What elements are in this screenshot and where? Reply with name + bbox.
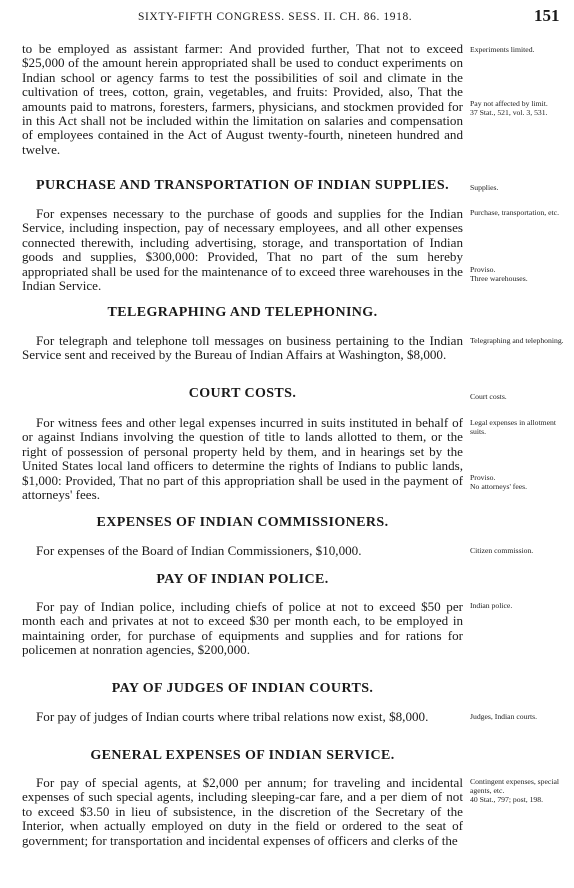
section-heading-court-costs: COURT COSTS. <box>188 386 297 401</box>
margin-note-line: Proviso. <box>470 265 496 274</box>
margin-note-proviso-warehouses <box>470 265 566 283</box>
margin-note-line: 37 Stat., 521, vol. 3, 531. <box>470 108 548 117</box>
section-heading-supplies: PURCHASE AND TRANSPORTATION OF INDIAN SUPPLIES. <box>36 178 449 193</box>
margin-note-line: Pay not affected by limit. <box>470 99 548 108</box>
margin-note-pay-limit <box>470 99 566 117</box>
margin-note-supplies <box>470 183 566 192</box>
section-heading-telegraphing: TELEGRAPHING AND TELEPHONING. <box>107 305 378 320</box>
paragraph-telegraphing: For telegraph and telephone toll messages on business pertaining to the Indian Service sent and received by the Bureau of Indian Affairs at Washington, $8,000. <box>22 333 463 363</box>
section-heading-police: PAY OF INDIAN POLICE. <box>156 572 329 587</box>
margin-note-line: No attorneys' fees. <box>470 482 528 491</box>
margin-note-judges <box>470 712 566 721</box>
margin-note-line: 40 Stat., 797; post, 198. <box>470 795 544 804</box>
margin-note-line: Supplies. <box>470 183 499 192</box>
margin-note-court-costs <box>470 392 566 401</box>
margin-note-line: Citizen commission. <box>470 546 534 555</box>
paragraph-supplies: For expenses necessary to the purchase of goods and supplies for the Indian Service, including inspection, pay of necessary employees, and all other expenses connected therewith, including advertising, storage, and transportation of Indian goods and supplies, $300,000: Provided, That no part of the sum hereby appropriated shall be used for the maintenance of to exceed three warehouses in the Indian Service. <box>22 206 463 294</box>
margin-note-line: Telegraphing and telephoning. <box>470 336 564 345</box>
margin-note-telegraphing <box>470 336 566 345</box>
margin-note-line: Legal expenses in allotment suits. <box>470 418 557 436</box>
section-heading-general-expenses: GENERAL EXPENSES OF INDIAN SERVICE. <box>90 748 395 763</box>
margin-note-indian-police <box>470 601 566 610</box>
margin-note-proviso-fees <box>470 473 566 491</box>
margin-note-citizen-commission <box>470 546 566 555</box>
margin-note-line: Court costs. <box>470 392 507 401</box>
margin-note-line: Three warehouses. <box>470 274 528 283</box>
paragraph-commissioners: For expenses of the Board of Indian Commissioners, $10,000. <box>36 543 362 558</box>
margin-note-legal-expenses <box>470 418 566 436</box>
margin-note-line: Proviso. <box>470 473 496 482</box>
margin-note-line: Contingent expenses, special agents, etc. <box>470 777 560 795</box>
margin-note-line: Purchase, transportation, etc. <box>470 208 560 217</box>
paragraph-judges: For pay of judges of Indian courts where tribal relations now exist, $8,000. <box>36 709 429 724</box>
margin-note-contingent <box>470 777 566 804</box>
margin-note-line: Experiments limited. <box>470 45 535 54</box>
margin-note-line: Indian police. <box>470 601 513 610</box>
paragraph-general-expenses: For pay of special agents, at $2,000 per annum; for traveling and incidental expenses of such special agents, including sleeping-car fare, and a per diem of not to exceed $3.50 in lieu of subsistence, in the discretion of the Secretary of the Interior, when actually employed on duty in the field or ordered to the seat of government; for transportation and incidental expenses of officers and clerks of the <box>22 775 463 848</box>
section-heading-judges: PAY OF JUDGES OF INDIAN COURTS. <box>111 681 374 696</box>
margin-note-experiments <box>470 45 566 54</box>
paragraph-experiments: to be employed as assistant farmer: And provided further, That not to exceed $25,000 of the amount herein appropriated shall be used to conduct experiments on Indian school or agency farms to test the possibilities of soil and climate in the cultivation of trees, cotton, grain, vegetables, and fruits: Provided, also, That the amounts paid to matrons, foresters, farmers, physicians, and stockmen provided for in this Act shall not be included within the limitation on salaries and compensation of employees contained in the Act of August twenty-fourth, nineteen hundred and twelve. <box>22 41 463 157</box>
paragraph-police: For pay of Indian police, including chiefs of police at not to exceed $50 per month each and privates at not to exceed $30 per month each, to be employed in maintaining order, for purchase of equipments and supplies and for rations for policemen at nonration agencies, $200,000. <box>22 599 463 658</box>
paragraph-court-costs: For witness fees and other legal expenses incurred in suits instituted in behalf of or against Indians involving the question of title to lands allotted to them, or the right of possession of personal property held by them, and in hearings set by the United States local land officers to determine the rights of Indians to public lands, $1,000: Provided, That no part of this appropriation shall be used in the payment of attorneys' fees. <box>22 415 463 503</box>
margin-note-line: Judges, Indian courts. <box>470 712 538 721</box>
page-number: 151 <box>534 6 560 25</box>
margin-note-purchase <box>470 208 566 217</box>
section-heading-commissioners: EXPENSES OF INDIAN COMMISSIONERS. <box>96 515 389 530</box>
running-head: SIXTY-FIFTH CONGRESS. SESS. II. CH. 86. 1918. <box>138 11 413 23</box>
